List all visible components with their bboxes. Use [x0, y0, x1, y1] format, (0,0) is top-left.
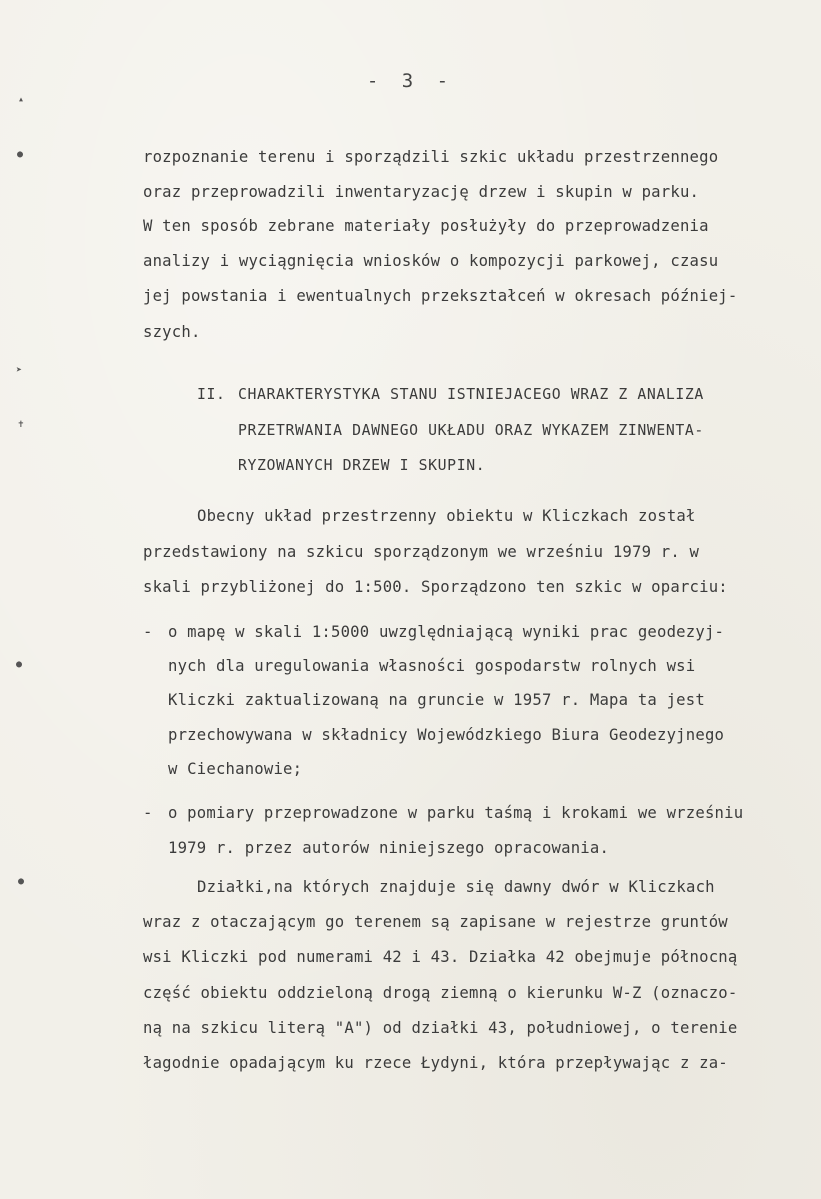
margin-mark: ▴: [18, 94, 25, 105]
list-item-line: przechowywana w składnicy Wojewódzkiego Biura Geodezyjnego: [168, 726, 725, 744]
list-item-line: nych dla uregulowania własności gospodarstw rolnych wsi: [168, 657, 696, 675]
text-line: skali przybliżonej do 1:500. Sporządzono ten szkic w oparciu:: [143, 578, 728, 596]
margin-mark: ●: [17, 149, 24, 160]
text-line: ną na szkicu literą "A") od działki 43, południowej, o terenie: [143, 1019, 738, 1037]
text-line: szych.: [143, 323, 201, 341]
list-item-line: o pomiary przeprowadzone w parku taśmą i krokami we wrześniu: [168, 804, 744, 822]
text-line: jej powstania i ewentualnych przekształceń w okresach później-: [143, 287, 738, 305]
list-dash: -: [143, 623, 153, 641]
text-line: analizy i wyciągnięcia wniosków o kompozycji parkowej, czasu: [143, 252, 719, 270]
text-line: Działki,na których znajduje się dawny dwór w Kliczkach: [197, 878, 715, 896]
margin-mark: ✝: [18, 419, 25, 430]
text-line: łagodnie opadającym ku rzece Łydyni, która przepływając z za-: [143, 1054, 728, 1072]
list-dash: -: [143, 804, 153, 822]
text-line: część obiektu oddzieloną drogą ziemną o kierunku W-Z (oznaczo-: [143, 984, 738, 1002]
text-line: Obecny układ przestrzenny obiektu w Kliczkach został: [197, 507, 696, 525]
text-line: wraz z otaczającym go terenem są zapisane w rejestrze gruntów: [143, 913, 728, 931]
list-item-line: o mapę w skali 1:5000 uwzględniającą wyniki prac geodezyj-: [168, 623, 725, 641]
section-heading-line: PRZETRWANIA DAWNEGO UKŁADU ORAZ WYKAZEM ZINWENTA-: [238, 422, 704, 439]
section-number: II.: [197, 386, 226, 403]
text-line: W ten sposób zebrane materiały posłużyły do przeprowadzenia: [143, 217, 709, 235]
margin-mark: ●: [18, 876, 25, 887]
text-line: wsi Kliczki pod numerami 42 i 43. Działka 42 obejmuje północną: [143, 948, 738, 966]
text-line: oraz przeprowadzili inwentaryzację drzew i skupin w parku.: [143, 183, 700, 201]
page-number: - 3 -: [366, 70, 455, 92]
text-line: rozpoznanie terenu i sporządzili szkic układu przestrzennego: [143, 148, 719, 166]
margin-mark: ➤: [16, 365, 23, 376]
margin-mark: ●: [16, 659, 23, 670]
section-heading-line: RYZOWANYCH DRZEW I SKUPIN.: [238, 457, 486, 474]
list-item-line: w Ciechanowie;: [168, 760, 303, 778]
list-item-line: 1979 r. przez autorów niniejszego opracowania.: [168, 839, 610, 857]
section-heading-line: CHARAKTERYSTYKA STANU ISTNIEJACEGO WRAZ Z ANALIZA: [238, 386, 704, 403]
list-item-line: Kliczki zaktualizowaną na gruncie w 1957 r. Mapa ta jest: [168, 691, 705, 709]
text-line: przedstawiony na szkicu sporządzonym we wrześniu 1979 r. w: [143, 543, 700, 561]
